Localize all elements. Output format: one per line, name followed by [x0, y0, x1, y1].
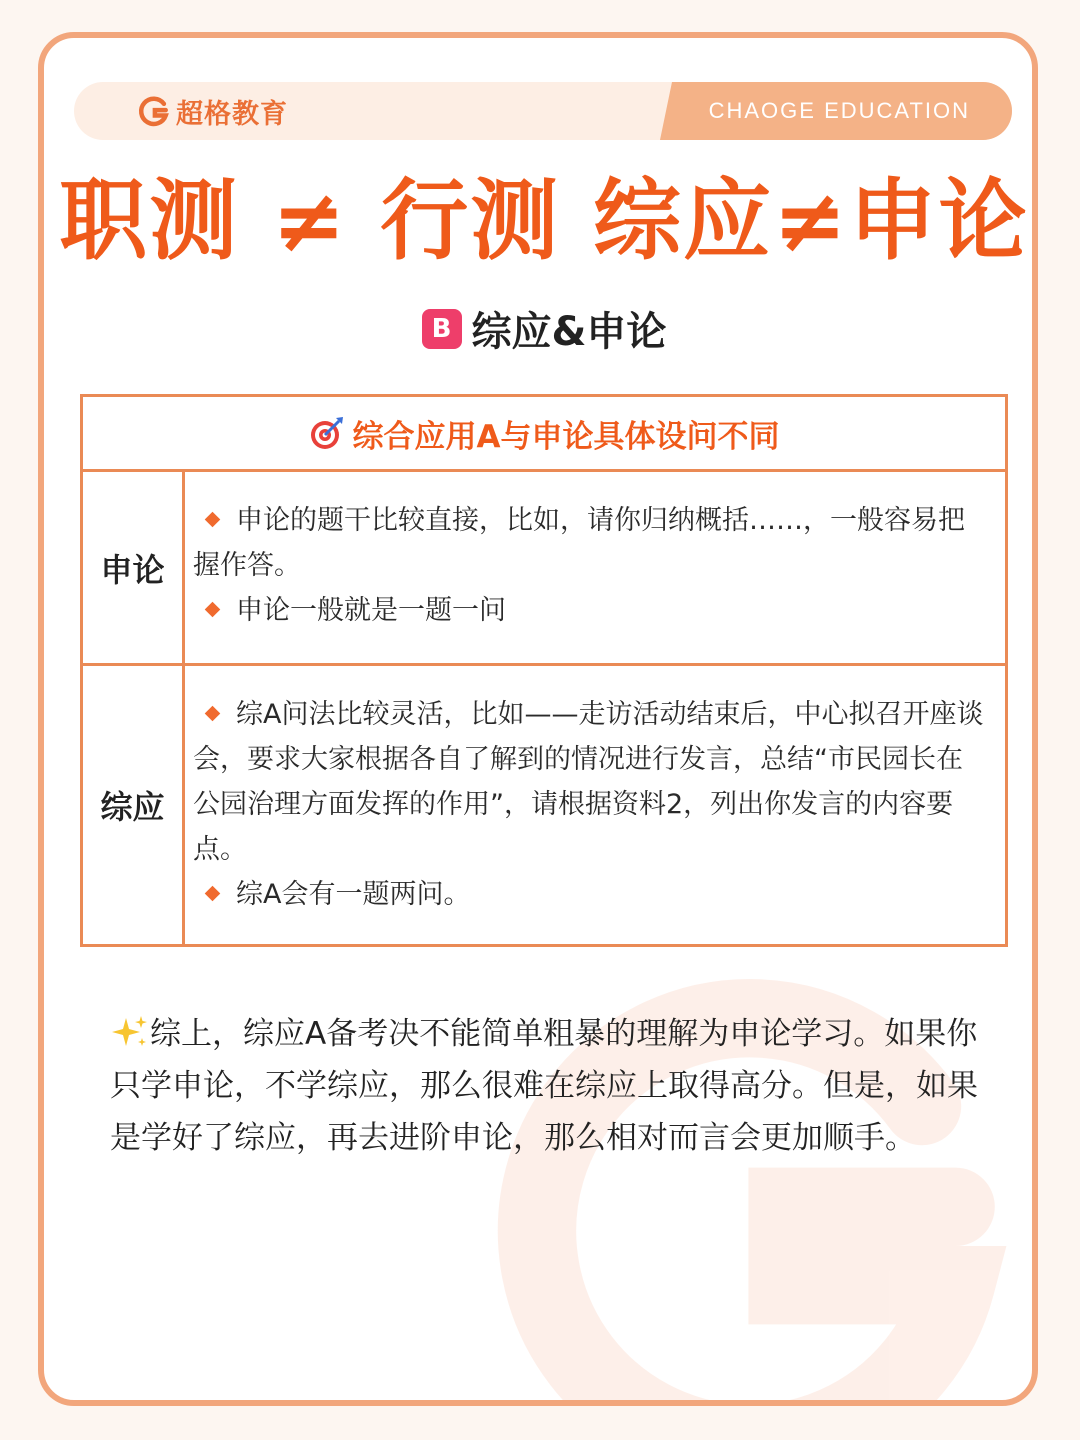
comparison-table [80, 394, 1008, 947]
table-heading-text: 综合应用A与申论具体设问不同 [352, 418, 780, 455]
brand-english-name: CHAOGE EDUCATION [708, 98, 970, 123]
subtitle [44, 300, 1038, 357]
logo-g-icon [136, 93, 172, 129]
row-body [185, 666, 1005, 944]
header-bar [74, 82, 1012, 140]
diamond-bullet-icon [205, 602, 221, 618]
row-body [185, 472, 1005, 663]
brand-name: 超格教育 [176, 98, 288, 130]
subtitle-text: 综应&申论 [471, 309, 667, 355]
list-item: 综A会有一题两问。 [193, 872, 985, 917]
brand-logo [136, 90, 288, 132]
target-icon [309, 415, 345, 451]
list-item: 申论一般就是一题一问 [193, 588, 985, 633]
diamond-bullet-icon [205, 886, 221, 902]
b-badge: B [422, 309, 462, 349]
page-title: 职测 ≠ 行测 综应≠申论 [59, 169, 1029, 272]
row-label-zongying: 综应 [83, 666, 185, 944]
row-label-shenlun: 申论 [83, 472, 185, 663]
list-item: 综A问法比较灵活，比如——走访活动结束后，中心拟召开座谈会，要求大家根据各自了解到的情况进行发言，总结“市民园长在公园治理方面发挥的作用”，请根据资料2，列出你发言的内容要点。 [193, 699, 984, 865]
content-card [38, 32, 1038, 1406]
table-heading [83, 397, 1005, 472]
list-item: 申论的题干比较直接，比如，请你归纳概括……，一般容易把握作答。 [193, 505, 965, 581]
table-row [83, 663, 1005, 944]
diamond-bullet-icon [205, 512, 221, 528]
diamond-bullet-icon [205, 706, 221, 722]
summary-text: 综上，综应A备考决不能简单粗暴的理解为申论学习。如果你只学申论，不学综应，那么很难在综应上取得高分。但是，如果是学好了综应，再去进阶申论，那么相对而言会更加顺手。 [110, 1016, 978, 1156]
sparkle-icon [110, 1014, 150, 1050]
summary-paragraph [110, 1008, 990, 1164]
table-row [83, 472, 1005, 663]
